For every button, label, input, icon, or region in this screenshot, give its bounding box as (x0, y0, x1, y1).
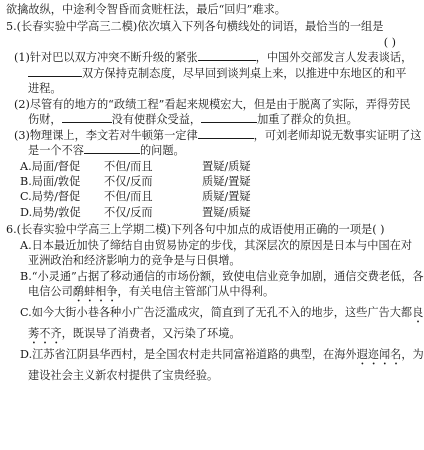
q6-option-a-line-1: A.日本最近加快了缔结自由贸易协定的步伐，其深层次的原因是日本与中国在对 (20, 238, 413, 252)
q5-blank-6 (84, 143, 140, 154)
q6-option-b-line-1: B.“小灵通”占据了移动通信的市场份额，致使电信业竞争加剧，通信交费老低，各 (20, 269, 424, 283)
q5-sentence-2-line-2 (6, 112, 410, 127)
q5-s3-text-d: 的问题。 (139, 144, 185, 158)
q5-s1-text-b: ，中国外交部发言人发表谈话， (255, 51, 413, 65)
q5-blank-3 (62, 112, 112, 123)
q5-sentence-1-line-3: 进程。 (28, 82, 62, 96)
exam-page (6, 2, 424, 384)
q5-blank-4 (201, 112, 257, 123)
q6-option-b-line-2 (6, 284, 410, 305)
q5-blank-5 (198, 128, 254, 139)
q6-d-text-a: D.江苏省江阴县华西村，是全国农村走共同富裕道路的典型，在海外 (20, 348, 357, 362)
q6-option-a[interactable] (6, 238, 413, 269)
q6-option-b[interactable] (6, 269, 424, 305)
q6-b-text-c: ，有关电信主管部门从中得利。 (117, 285, 275, 299)
question-5-answer-paren: ( ) (383, 35, 396, 49)
q6-option-c[interactable] (6, 305, 424, 347)
q5-option-a-part-2: 不但/而且 (104, 159, 153, 173)
q5-option-b-part-2: 不仅/反而 (104, 174, 153, 188)
q6-c-idiom-part-2: 莠 (28, 327, 40, 341)
q6-c-text-a: C.如今大街小巷各种小广告泛滥成灾，简直到了无孔不入的地步，这些广告大都 (20, 306, 413, 320)
q6-option-d-line-1 (6, 347, 424, 368)
q6-c-idiom-part-1: 良 (412, 306, 424, 320)
q5-option-c-part-1: C.局势/督促 (20, 190, 81, 204)
q6-b-text-a: 电信公司 (28, 285, 73, 299)
q5-sentence-1-line-1 (6, 50, 413, 65)
q6-option-d-line-2: 建设社会主义新农村提供了宝贵经验。 (28, 369, 219, 383)
q5-s1-text-a: (1)针对巴以双方冲突不断升级的紧张 (14, 51, 198, 65)
q6-c-text-c: ，既误导了消费者，又污染了环境。 (61, 327, 241, 341)
q5-s3-text-b: ，可刘老师却说无数事实证明了这 (253, 128, 422, 142)
q6-b-idiom: 鹬蚌相争 (72, 285, 118, 299)
q5-option-b-part-3: 质疑/置疑 (202, 174, 251, 188)
q6-d-text-c: ，为 (401, 348, 424, 362)
q5-option-c[interactable] (6, 189, 410, 204)
q6-option-a-line-2: 亚洲政治和经济影响力的竞争是与日俱增。 (28, 254, 241, 268)
q6-c-idiom-part-3: 不齐 (39, 327, 62, 341)
q5-option-c-part-3: 质疑/置疑 (202, 190, 251, 204)
q5-sentence-3-line-1 (6, 128, 422, 143)
q5-option-a[interactable] (6, 159, 410, 174)
q5-blank-1 (198, 50, 256, 61)
top-continuation-line: 欲擒故纵，中途利令智昏而贪赃枉法，最后“回归”难求。 (6, 3, 286, 16)
q5-s1-text-c: 双方保持克制态度，尽早回到谈判桌上来，以推进中东地区的和平 (82, 66, 407, 80)
q5-blank-2 (28, 66, 82, 77)
q6-option-c-line-2 (6, 326, 410, 347)
q5-option-d-part-1: D.局势/敦促 (20, 205, 81, 219)
q5-option-d-part-2: 不仅/反而 (104, 205, 153, 219)
q5-options (6, 159, 410, 221)
question-5-stem: 5.(长春实验中学高三二模)依次填入下列各句横线处的词语，最恰当的一组是 (6, 20, 384, 34)
q5-option-a-part-3: 置疑/质疑 (202, 159, 251, 173)
q5-s2-text-b: 伤财， (28, 113, 62, 127)
question-5 (6, 19, 410, 34)
q5-option-d-part-3: 置疑/质疑 (202, 205, 251, 219)
q5-option-a-part-1: A.局面/督促 (20, 159, 81, 173)
q5-sentence-3-line-2 (6, 143, 410, 158)
q5-s3-text-c: 是一个不容 (28, 144, 84, 158)
q6-option-c-line-1 (6, 305, 424, 326)
q5-option-b[interactable] (6, 174, 410, 189)
q6-d-idiom: 遐迩闻名 (356, 348, 402, 362)
q5-option-c-part-2: 不但/而且 (104, 190, 153, 204)
q5-s2-text-d: 加重了群众的负担。 (257, 113, 358, 127)
q5-s3-text-a: (3)物理课上，李文若对牛顿第一定律 (14, 128, 198, 142)
q6-option-d[interactable] (6, 347, 424, 383)
q5-sentence-2-line-1: (2)尽管有的地方的“政绩工程”看起来规模宏大，但是由于脱离了实际，弄得劳民 (14, 97, 411, 111)
q5-option-b-part-1: B.局面/敦促 (20, 174, 81, 188)
q5-sentence-1-line-2 (6, 66, 410, 81)
q5-option-d[interactable] (6, 205, 410, 220)
q5-s2-text-c: 没有使群众受益， (111, 113, 202, 127)
question-6-stem: 6.(长春实验中学高三上学期二模)下列各句中加点的成语使用正确的一项是( ) (6, 223, 385, 237)
